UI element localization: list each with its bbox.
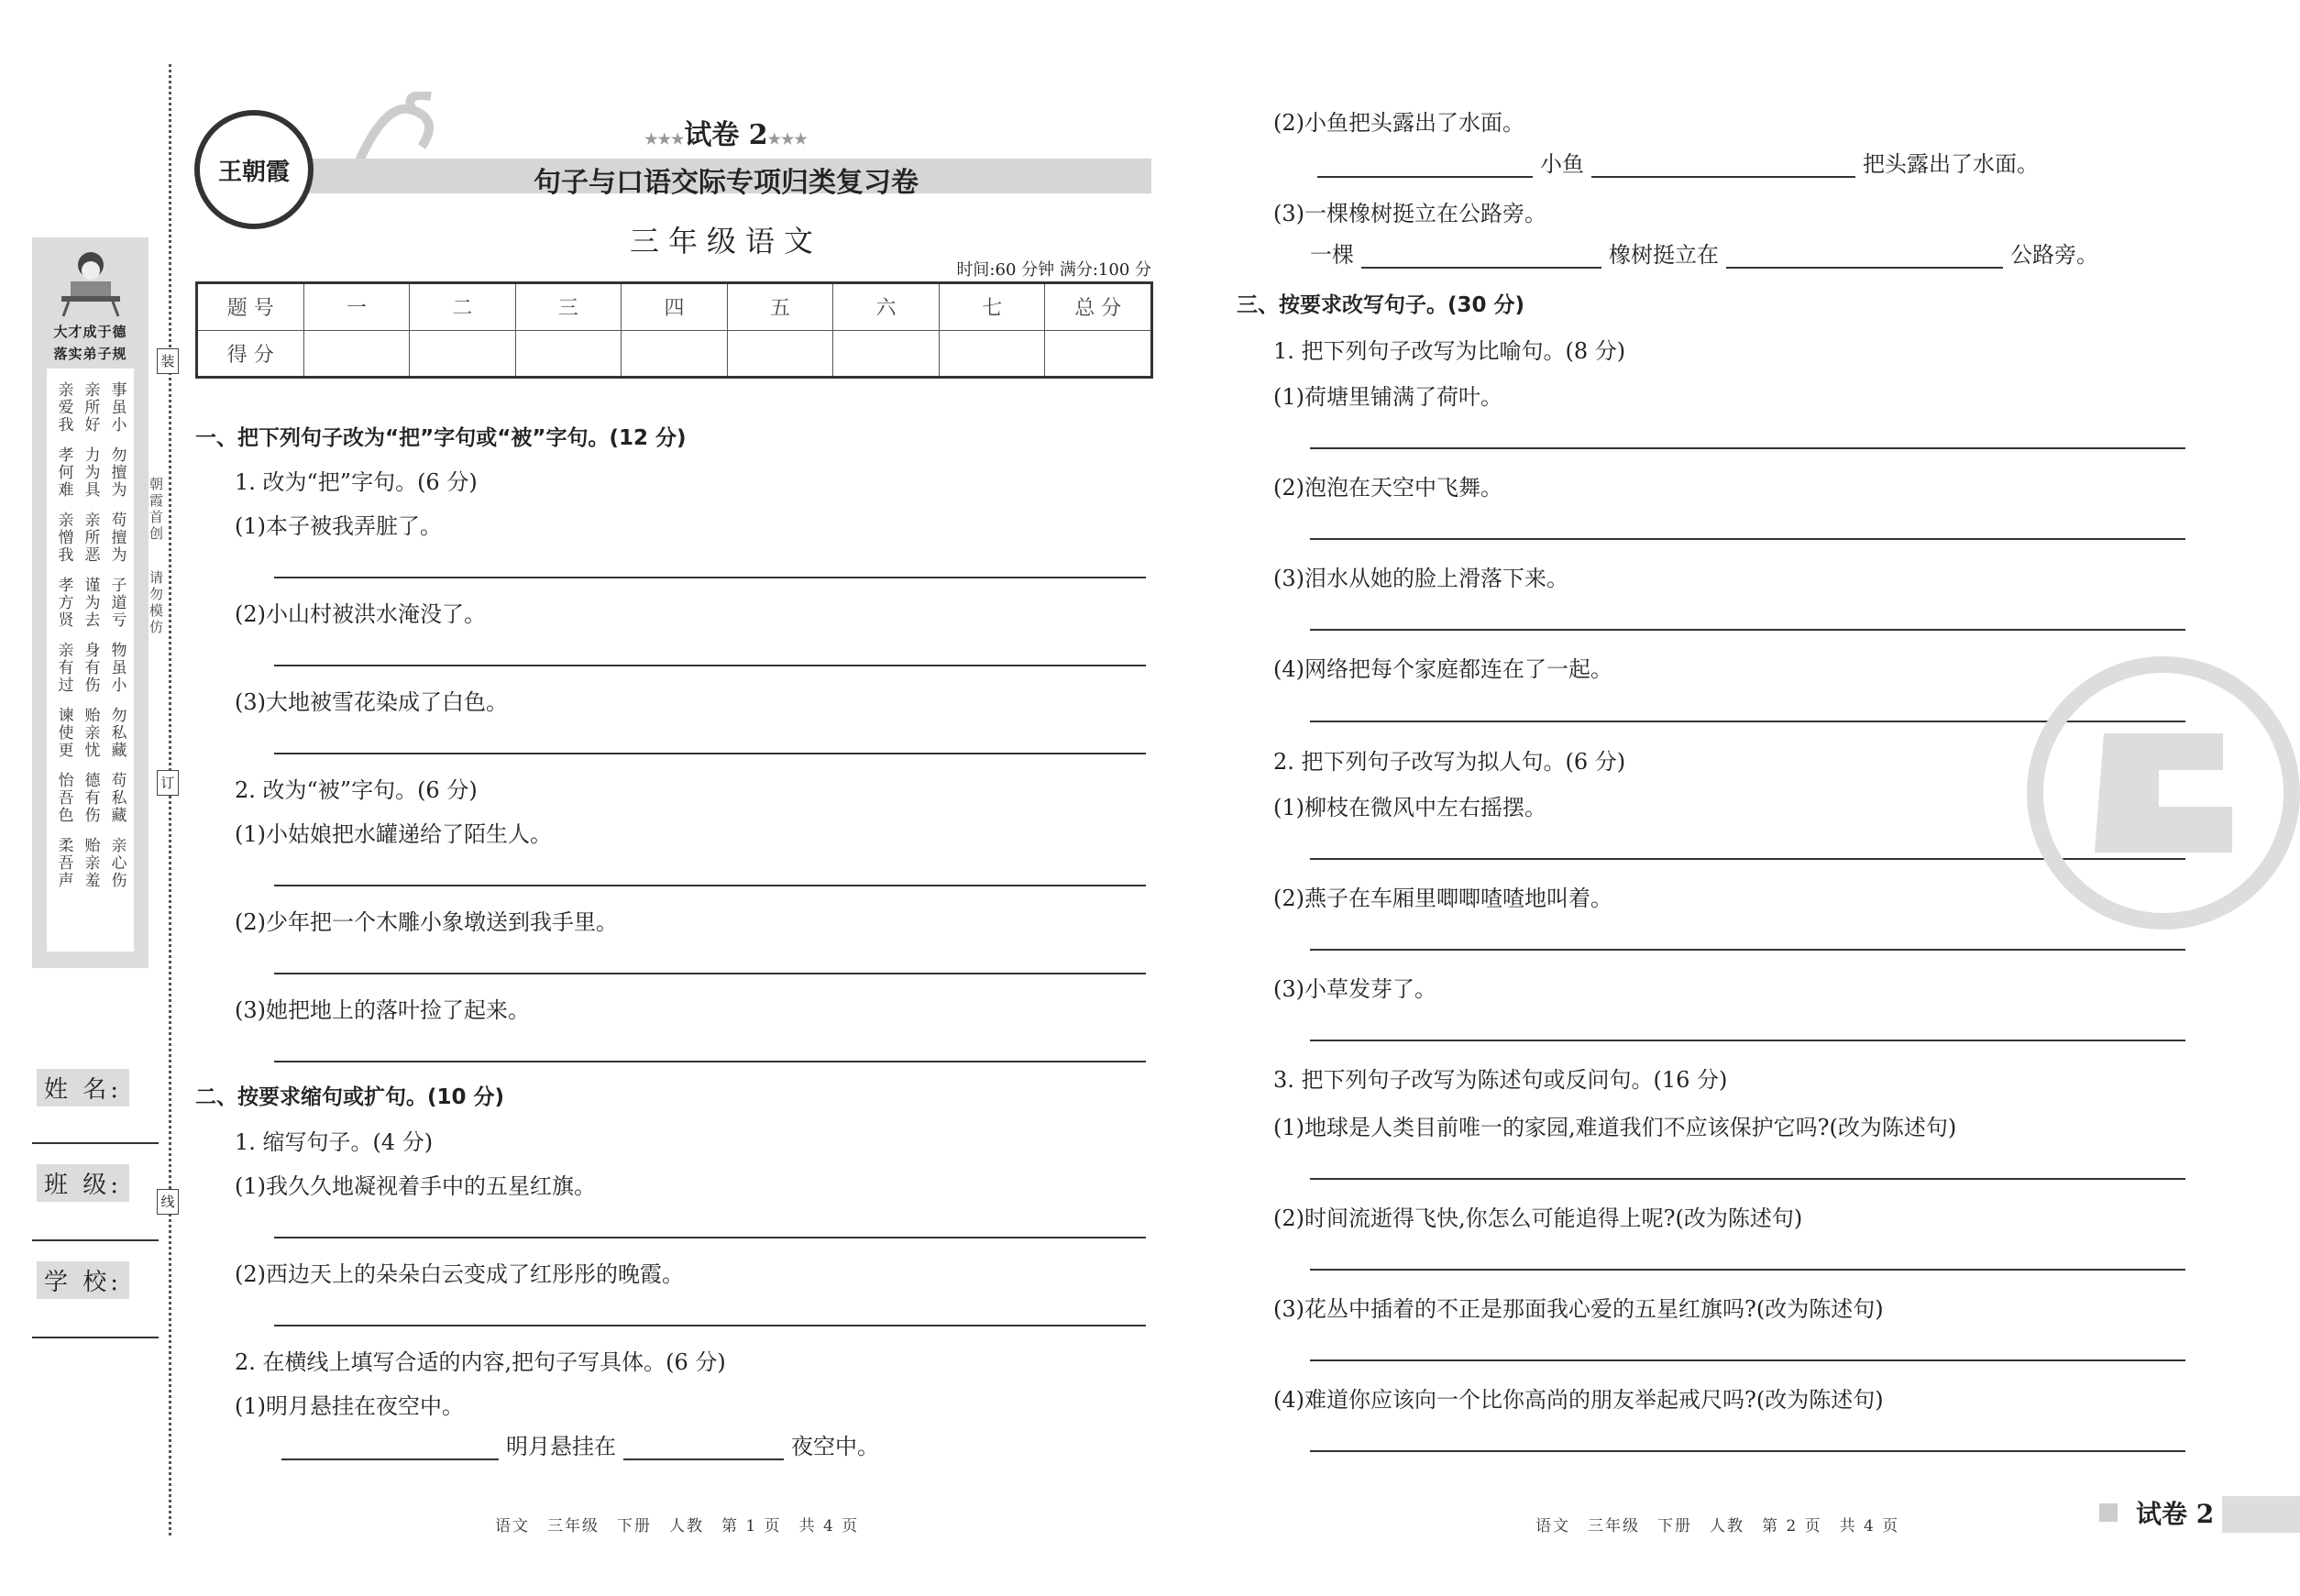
verse-column: 亲所恶: [81, 512, 100, 564]
verse-column: 德有伤: [81, 772, 100, 824]
question-item: (1)地球是人类目前唯一的家园,难道我们不应该保护它吗?(改为陈述句): [1273, 1114, 1957, 1140]
question-item: (1)小姑娘把水罐递给了陌生人。: [235, 820, 552, 847]
verse-column: 怡吾色: [54, 772, 73, 824]
question-item: (3)花丛中插着的不正是那面我心爱的五星红旗吗?(改为陈述句): [1273, 1296, 1884, 1322]
subject-title: 三年级语文: [629, 224, 822, 259]
sidebar-panel: [32, 237, 149, 968]
score-header-cell: 一: [303, 283, 410, 331]
fill-in-sentence: [1310, 237, 2098, 269]
fill-text: 把头露出了水面。: [1863, 151, 2039, 178]
answer-line[interactable]: [1310, 1359, 2185, 1361]
verse-block: [50, 381, 130, 434]
verse-column: 勿擅为: [107, 446, 127, 499]
answer-line[interactable]: [274, 577, 1146, 578]
fill-blank[interactable]: [1726, 243, 2003, 269]
paper-label: 试卷 2: [684, 119, 768, 151]
fill-text: 橡树挺立在: [1609, 242, 1719, 269]
question-title: 1. 缩写句子。(4 分): [235, 1128, 434, 1155]
question-item: (4)难道你应该向一个比你高尚的朋友举起戒尺吗?(改为陈述句): [1273, 1387, 1884, 1414]
fill-blank[interactable]: [1361, 243, 1601, 269]
answer-line[interactable]: [1310, 1040, 2185, 1041]
question-item: (1)明月悬挂在夜空中。: [235, 1392, 464, 1419]
school-input[interactable]: [32, 1337, 159, 1338]
verse-column: 力为具: [81, 446, 100, 499]
score-cell[interactable]: [833, 330, 940, 378]
question-item: (3)小草发芽了。: [1273, 976, 1436, 1003]
section-heading: 三、按要求改写句子。(30 分): [1237, 292, 1525, 317]
question-item: (2)小山村被洪水淹没了。: [235, 600, 486, 627]
score-header-cell: 四: [622, 283, 728, 331]
corner-paper-label: 试卷 2: [2136, 1499, 2215, 1529]
score-header-cell: 总 分: [1045, 283, 1152, 331]
score-header-cell: 七: [939, 283, 1045, 331]
answer-line[interactable]: [1310, 447, 2185, 449]
question-item: (3)泪水从她的脸上滑落下来。: [1273, 566, 1568, 592]
score-cell[interactable]: [1045, 330, 1152, 378]
question-item: (1)荷塘里铺满了荷叶。: [1273, 383, 1502, 410]
verse-column: 谨为去: [81, 577, 100, 629]
question-item: (3)她把地上的落叶捡了起来。: [235, 996, 530, 1023]
verse-column: 事虽小: [107, 381, 127, 434]
question-title: 1. 把下列句子改写为比喻句。(8 分): [1273, 338, 1626, 365]
fill-blank[interactable]: [1317, 152, 1533, 178]
verse-column: 谏使更: [54, 707, 73, 759]
fill-blank[interactable]: [281, 1435, 499, 1460]
student-reading-illustration-icon: [58, 245, 124, 318]
section-heading: 一、把下列句子改为“把”字句或“被”字句。(12 分): [195, 426, 687, 451]
binding-mark: 装: [157, 348, 179, 374]
fill-text: 小鱼: [1540, 151, 1584, 178]
answer-line[interactable]: [274, 973, 1146, 974]
binding-mark: 线: [157, 1189, 179, 1215]
fill-text: 明月悬挂在: [506, 1433, 616, 1459]
verse-column: 亲憎我: [54, 512, 73, 564]
verse-block: [50, 707, 130, 759]
score-cell[interactable]: [727, 330, 833, 378]
answer-line[interactable]: [274, 1325, 1146, 1326]
class-input[interactable]: [32, 1239, 159, 1241]
fill-text: 夜空中。: [791, 1433, 879, 1459]
publisher-logo: 王朝霞: [194, 110, 314, 229]
question-title: 2. 把下列句子改写为拟人句。(6 分): [1273, 749, 1626, 776]
question-item: (3)一棵橡树挺立在公路旁。: [1273, 200, 1546, 226]
question-title: 3. 把下列句子改写为陈述句或反问句。(16 分): [1273, 1067, 1728, 1094]
question-item: (1)本子被我弄脏了。: [235, 512, 442, 539]
verse-column: 孝方贤: [54, 577, 73, 629]
fill-text: 一棵: [1310, 242, 1354, 269]
verse-column: 物虽小: [107, 642, 127, 694]
verse-column: 勿私藏: [107, 707, 127, 759]
answer-line[interactable]: [274, 885, 1146, 886]
question-item: (2)小鱼把头露出了水面。: [1273, 109, 1524, 136]
name-input[interactable]: [32, 1142, 159, 1144]
copyright-note: 朝霞首创: [148, 477, 164, 543]
score-header-cell: 题 号: [197, 283, 304, 331]
score-cell[interactable]: [303, 330, 410, 378]
question-item: (2)泡泡在天空中飞舞。: [1273, 475, 1502, 501]
verse-block: [50, 446, 130, 499]
question-title: 1. 改为“把”字句。(6 分): [235, 468, 478, 495]
verse-column: 亲所好: [81, 381, 100, 434]
verse-column: 亲有过: [54, 642, 73, 694]
motto-line-1: 大才成于德: [53, 324, 127, 340]
binding-mark: 订: [157, 770, 179, 796]
verse-column: 亲心伤: [107, 837, 127, 889]
verse-block: [50, 512, 130, 564]
score-header-cell: 五: [727, 283, 833, 331]
school-label: 学 校:: [37, 1261, 129, 1299]
verse-column: 身有伤: [81, 642, 100, 694]
score-header-cell: 二: [410, 283, 516, 331]
answer-line[interactable]: [1310, 1450, 2185, 1452]
question-item: (2)少年把一个木雕小象墩送到我手里。: [235, 908, 618, 935]
verse-column: 苟擅为: [107, 512, 127, 564]
question-item: (3)大地被雪花染成了白色。: [235, 688, 508, 715]
fill-blank[interactable]: [1591, 152, 1855, 178]
page-footer-left: 语文 三年级 下册 人教 第 1 页 共 4 页: [495, 1517, 860, 1535]
score-label: 得 分: [197, 330, 304, 378]
class-label: 班 级:: [37, 1164, 129, 1202]
time-score-info: 时间:60 分钟 满分:100 分: [956, 260, 1151, 280]
answer-line[interactable]: [274, 753, 1146, 754]
paper-number: ★★★试卷 2★★★: [644, 119, 808, 151]
verse-column: 贻亲忧: [81, 707, 100, 759]
answer-line[interactable]: [1310, 1269, 2185, 1271]
verse-block: [50, 772, 130, 824]
dizigui-verse: [47, 369, 134, 952]
score-cell[interactable]: [410, 330, 516, 378]
score-header-cell: 三: [515, 283, 622, 331]
watermark-seal-icon: [2021, 651, 2300, 935]
score-table: [195, 281, 1153, 379]
fill-in-sentence: [1310, 146, 2039, 178]
page-title: 句子与口语交际专项归类复习卷: [534, 167, 919, 199]
verse-column: 柔吾声: [54, 837, 73, 889]
fill-in-sentence: [274, 1428, 879, 1460]
question-item: (2)时间流逝得飞快,你怎么可能追得上呢?(改为陈述句): [1273, 1205, 1803, 1231]
verse-column: 苟私藏: [107, 772, 127, 824]
question-item: (1)柳枝在微风中左右摇摆。: [1273, 794, 1546, 820]
verse-column: 孝何难: [54, 446, 73, 499]
question-title: 2. 改为“被”字句。(6 分): [235, 776, 478, 803]
corner-squares-icon: [2099, 1503, 2118, 1522]
fill-blank[interactable]: [623, 1435, 784, 1460]
answer-line[interactable]: [1310, 949, 2185, 951]
question-item: (2)燕子在车厢里唧唧喳喳地叫着。: [1273, 886, 1612, 911]
section-heading: 二、按要求缩句或扩句。(10 分): [195, 1084, 505, 1109]
verse-column: 子道亏: [107, 577, 127, 629]
fill-text: 公路旁。: [2010, 242, 2098, 269]
answer-line[interactable]: [1310, 629, 2185, 631]
verse-column: 亲爱我: [54, 381, 73, 434]
copyright-note: 请勿模仿: [148, 570, 164, 636]
question-item: (2)西边天上的朵朵白云变成了红彤彤的晚霞。: [235, 1260, 684, 1287]
corner-bar: [2222, 1496, 2300, 1533]
verse-block: [50, 837, 130, 889]
verse-column: 贻亲羞: [81, 837, 100, 889]
answer-line[interactable]: [274, 665, 1146, 666]
score-cell[interactable]: [939, 330, 1045, 378]
answer-line[interactable]: [274, 1237, 1146, 1238]
verse-block: [50, 642, 130, 694]
score-header-row: [197, 283, 1152, 331]
name-label: 姓 名:: [37, 1069, 129, 1106]
question-item: (4)网络把每个家庭都连在了一起。: [1273, 656, 1612, 683]
score-row: [197, 330, 1152, 378]
answer-line[interactable]: [274, 1061, 1146, 1062]
answer-line[interactable]: [1310, 1178, 2185, 1180]
question-title: 2. 在横线上填写合适的内容,把句子写具体。(6 分): [235, 1348, 726, 1375]
answer-line[interactable]: [1310, 538, 2185, 540]
page-footer-right: 语文 三年级 下册 人教 第 2 页 共 4 页: [1535, 1517, 1900, 1535]
motto-line-2: 落实弟子规: [53, 346, 127, 362]
score-cell[interactable]: [515, 330, 622, 378]
score-cell[interactable]: [622, 330, 728, 378]
binding-cut-line: [169, 64, 171, 1535]
question-item: (1)我久久地凝视着手中的五星红旗。: [235, 1172, 596, 1199]
verse-block: [50, 577, 130, 629]
score-header-cell: 六: [833, 283, 940, 331]
